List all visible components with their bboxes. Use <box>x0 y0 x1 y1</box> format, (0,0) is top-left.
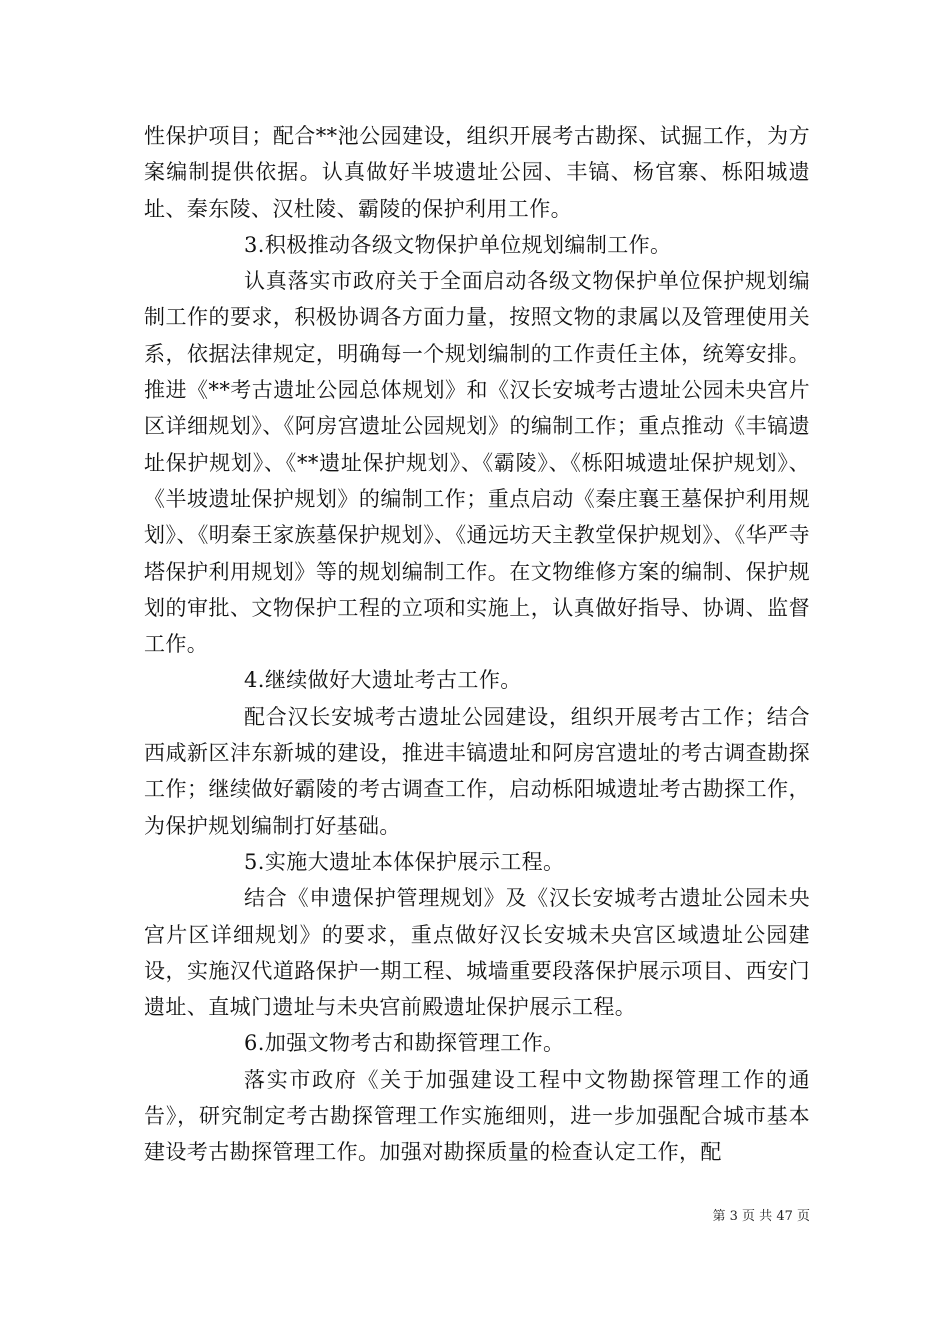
paragraph-archaeology: 配合汉长安城考古遗址公园建设，组织开展考古工作；结合西咸新区沣东新城的建设，推进丰镐遗址和阿房宫遗址的考古调查勘探工作；继续做好霸陵的考古调查工作，启动栎阳城遗址考古勘探工作，为保护规划编制打好基础。 <box>144 704 810 838</box>
section-heading-5: 5.实施大遗址本体保护展示工程。 <box>244 849 565 874</box>
paragraph-survey-management: 落实市政府《关于加强建设工程中文物勘探管理工作的通告》，研究制定考古勘探管理工作实施细则，进一步加强配合城市基本建设考古勘探管理工作。加强对勘探质量的检查认定工作，配 <box>144 1067 810 1165</box>
section-heading-6: 6.加强文物考古和勘探管理工作。 <box>244 1031 565 1056</box>
paragraph-protection: 结合《申遗保护管理规划》及《汉长安城考古遗址公园未央宫片区详细规划》的要求，重点做好汉长安城未央宫区域遗址公园建设，实施汉代道路保护一期工程、城墙重要段落保护展示项目、西安门遗址、直城门遗址与未央宫前殿遗址保护展示工程。 <box>144 886 810 1020</box>
paragraph-planning: 认真落实市政府关于全面启动各级文物保护单位保护规划编制工作的要求，积极协调各方面力量，按照文物的隶属以及管理使用关系，依据法律规定，明确每一个规划编制的工作责任主体，统筹安排。推进《**考古遗址公园总体规划》和《汉长安城考古遗址公园未央宫片区详细规划》、《阿房宫遗址公园规划》的编制工作；重点推动《丰镐遗址保护规划》、《**遗址保护规划》、《霸陵》、《栎阳城遗址保护规划》、《半坡遗址保护规划》的编制工作；重点启动《秦庄襄王墓保护利用规划》、《明秦王家族墓保护规划》、《通远坊天主教堂保护规划》、《华严寺塔保护利用规划》等的规划编制工作。在文物维修方案的编制、保护规划的审批、文物保护工程的立项和实施上，认真做好指导、协调、监督工作。 <box>144 269 810 657</box>
page-number: 第 3 页 共 47 页 <box>712 1209 810 1224</box>
section-heading-4: 4.继续做好大遗址考古工作。 <box>244 668 522 693</box>
body-text <box>144 118 810 1171</box>
paragraph-continuation: 性保护项目；配合**池公园建设，组织开展考古勘探、试掘工作，为方案编制提供依据。认真做好半坡遗址公园、丰镐、杨官寨、栎阳城遗址、秦东陵、汉杜陵、霸陵的保护利用工作。 <box>144 124 810 221</box>
section-heading-3: 3.积极推动各级文物保护单位规划编制工作。 <box>244 232 672 257</box>
